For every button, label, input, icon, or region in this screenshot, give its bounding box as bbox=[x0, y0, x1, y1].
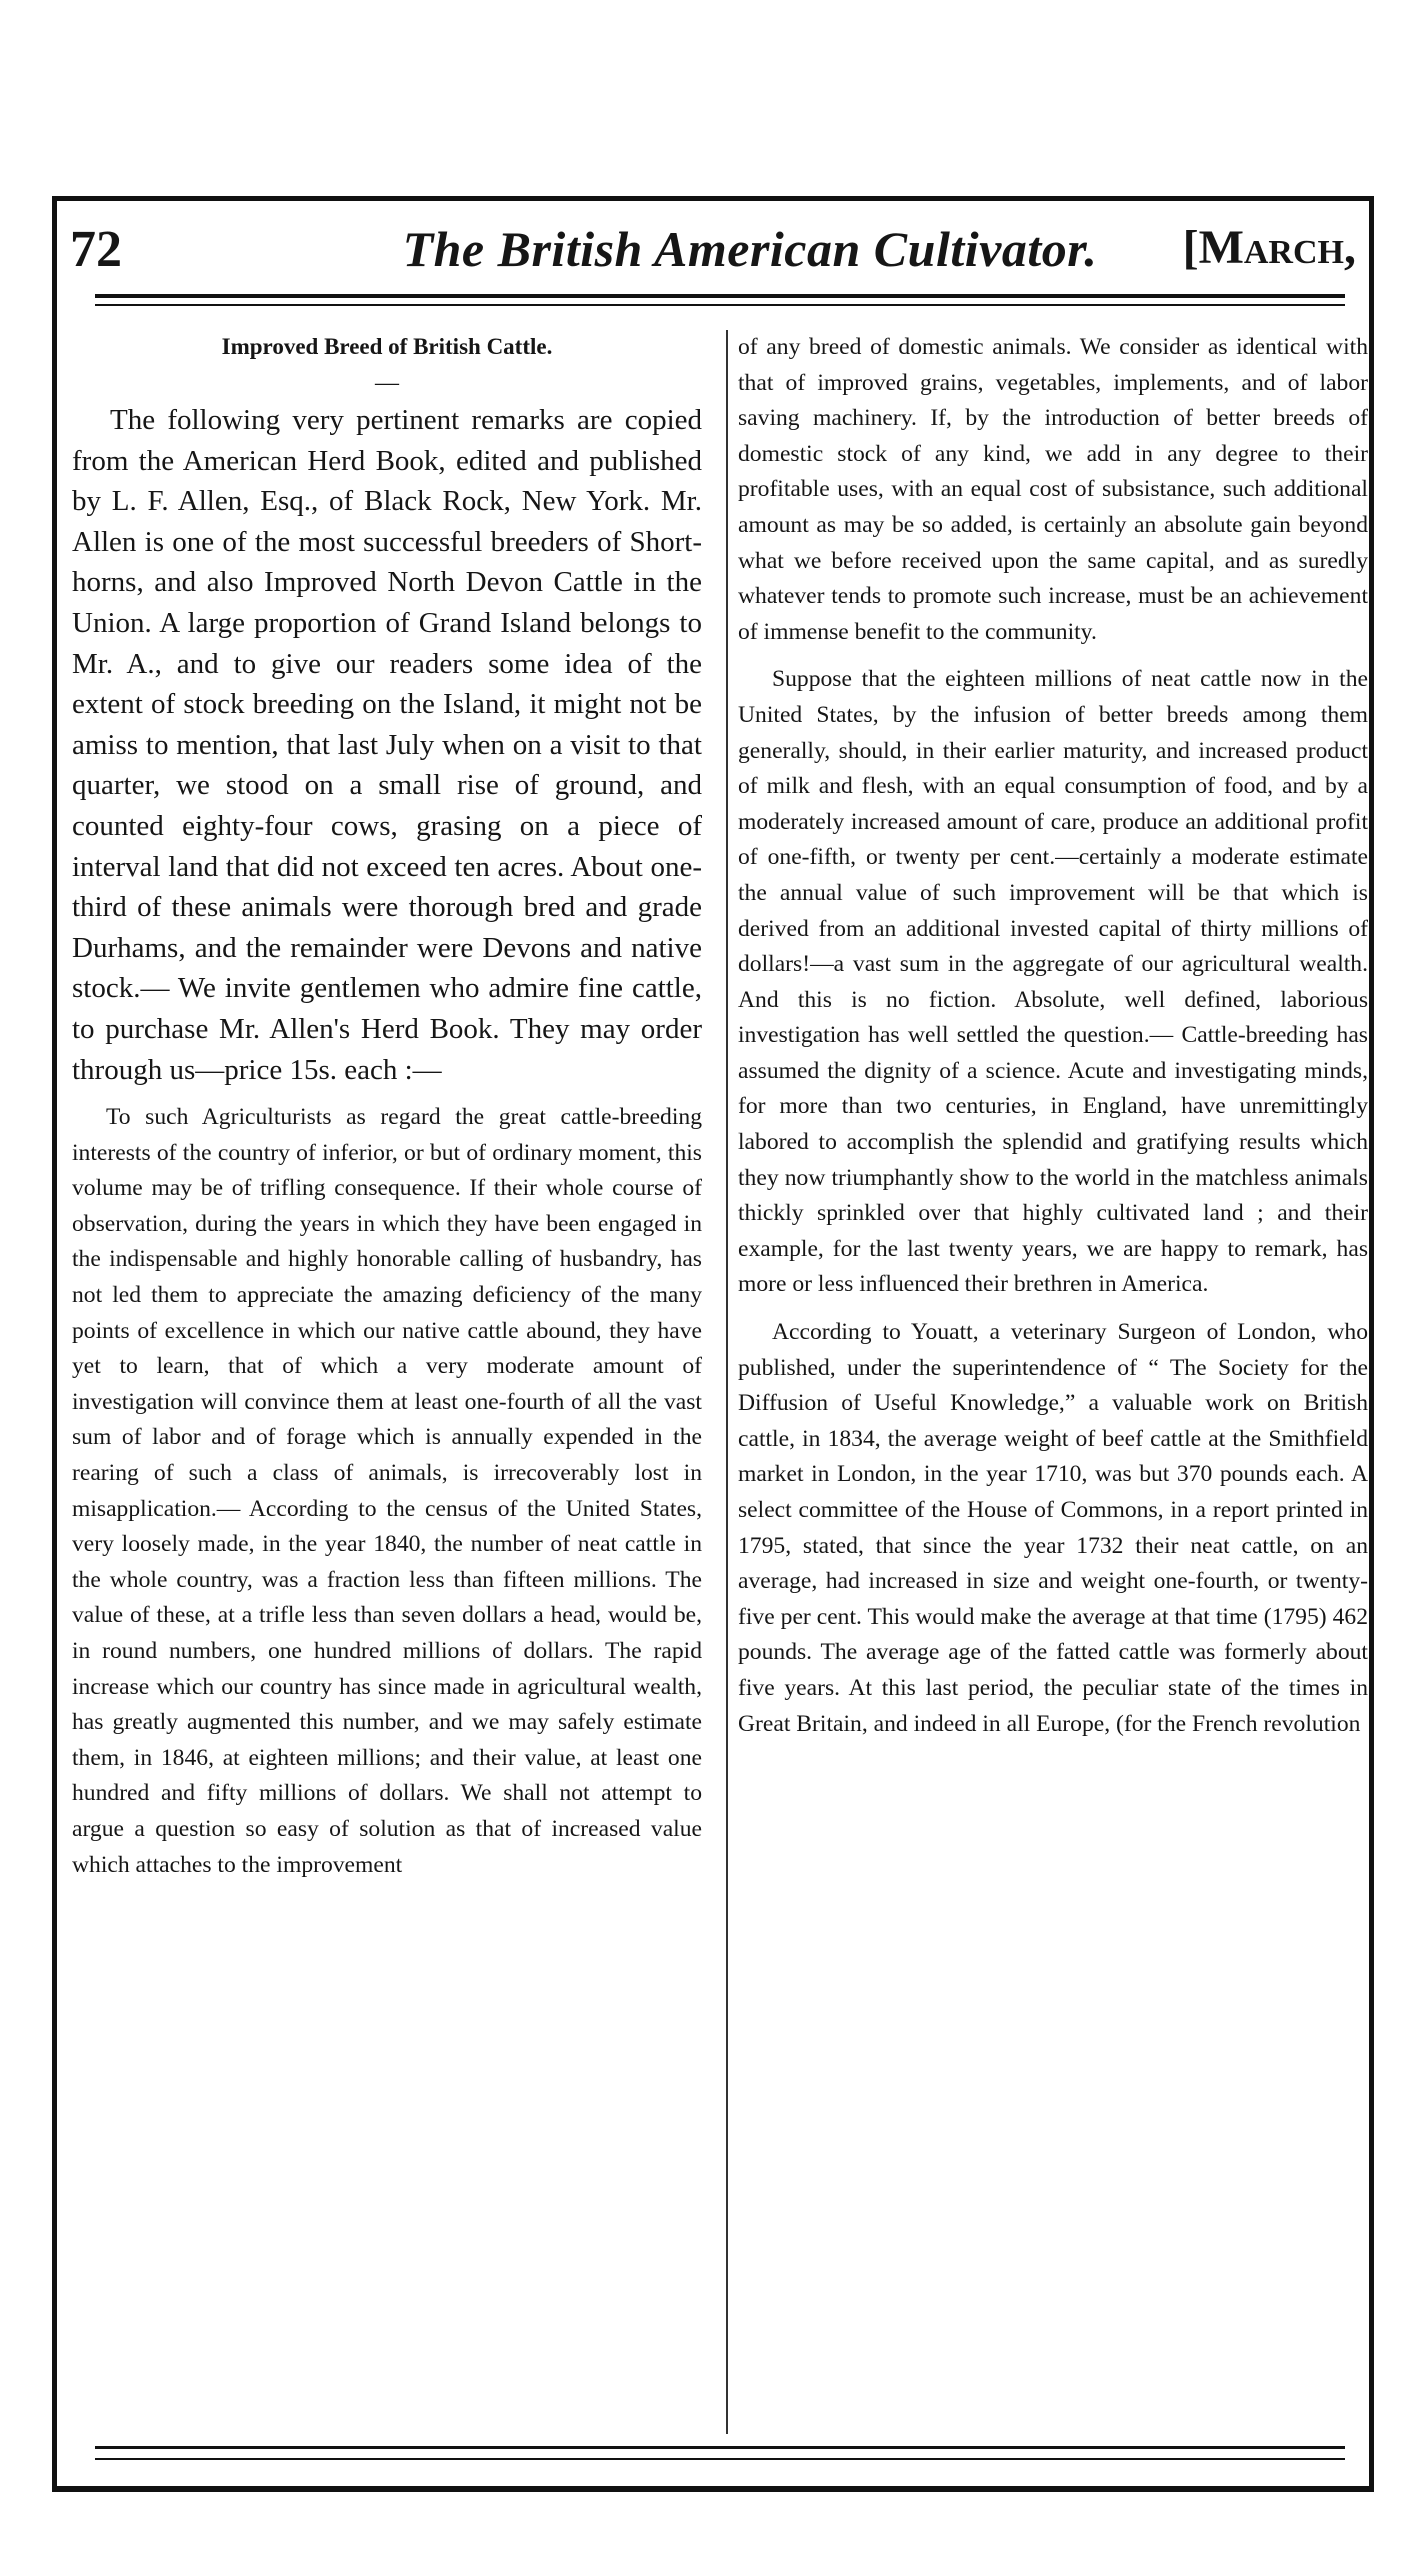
heading-dash: — bbox=[375, 370, 399, 396]
right-column bbox=[738, 330, 1368, 2440]
paragraph-2: Suppose that the eighteen millions of neat cattle now in the United States, by the infusion of better breeds among them generally, should, in their earlier maturity, and increased product of milk and flesh, with an equal consumption of food, and by a moderately increased amount of care, produce an additional profit of one-fifth, or twenty per cent.—certainly a moderate estimate the annual value of such improvement will be that which is derived from an additional invested capital of thirty millions of dollars!—a vast sum in the aggregate of our agricultural wealth. And this is no fiction. Absolute, well defined, laborious investigation has well settled the question.— Cattle-breeding has assumed the dignity of a science. Acute and investigating minds, for more than two centuries, in England, have unremittingly labored to accomplish the splendid and gratifying results which they now triumphantly show to the world in the matchless animals thickly sprinkled over that highly cultivated land ; and their example, for the last twenty years, we are happy to remark, has more or less influenced their brethren in America. bbox=[738, 666, 1368, 1298]
header-rule-thin bbox=[95, 304, 1345, 306]
footer-rule-thick bbox=[95, 2446, 1345, 2449]
page-number: 72 bbox=[70, 221, 122, 278]
lead-paragraph: The following very pertinent remarks are copied from the American Herd Book, edited and published by L. F. Allen, Esq., of Black Rock, New York. Mr. Allen is one of the most successful breeders of Short-horns, and also Improved North Devon Cattle in the Union. A large proportion of Grand Island belongs to Mr. A., and to give our readers some idea of the extent of stock breeding on the Island, it might not be amiss to mention, that last July when on a visit to that quarter, we stood on a small rise of ground, and counted eighty-four cows, grasing on a piece of interval land that did not exceed ten acres. About one-third of these animals were thorough bred and grade Durhams, and the remainder were Devons and native stock.— We invite gentlemen who admire fine cattle, to purchase Mr. Allen's Herd Book. They may order through us—price 15s. each :— bbox=[72, 404, 702, 1086]
header-rule-thick bbox=[95, 294, 1345, 298]
paragraph-3: According to Youatt, a veterinary Surgeon of London, who published, under the superintendence of “ The Society for the Diffusion of Useful Knowledge,” a valuable work on British cattle, in 1834, the average weight of beef cattle at the Smithfield market in London, in the year 1710, was but 370 pounds each. A select committee of the House of Commons, in a report printed in 1795, stated, that since the year 1732 their neat cattle, on an average, had increased in size and weight one-fourth, or twenty-five per cent. This would make the average at that time (1795) 462 pounds. The average age of the fatted cattle was formerly about five years. At this last period, the peculiar state of the times in Great Britain, and indeed in all Europe, (for the French revolution bbox=[738, 1319, 1368, 1737]
journal-title: The British American Cultivator. bbox=[402, 221, 1098, 277]
page-header bbox=[70, 214, 1356, 288]
article-heading: Improved Breed of British Cattle. bbox=[221, 334, 553, 359]
column-divider bbox=[726, 330, 728, 2434]
paragraph-1: To such Agriculturists as regard the great cattle-breeding interests of the country of inferior, or but of ordinary moment, this volume may be of trifling consequence. If their whole course of observation, during the years in which they have been engaged in the indispensable and highly honorable calling of husbandry, has not led them to appreciate the amazing deficiency of the many points of excellence in which our native cattle abound, they have yet to learn, that of which a very moderate amount of investigation will convince them at least one-fourth of all the vast sum of labor and of forage which is annually expended in the rearing of such a class of animals, is irrecoverably lost in misapplication.— According to the census of the United States, very loosely made, in the year 1840, the number of neat cattle in the whole country, was a fraction less than fifteen millions. The value of these, at a trifle less than seven dollars a head, would be, in round numbers, one hundred millions of dollars. The rapid increase which our country has since made in agricultural wealth, has greatly augmented this number, and we may safely estimate them, in 1846, at eighteen millions; and their value, at least one hundred and fifty millions of dollars. We shall not attempt to argue a question so easy of solution as that of increased value which attaches to the improvement bbox=[72, 1104, 702, 1878]
issue-month: [March, bbox=[1182, 221, 1356, 274]
paragraph-1-continued: of any breed of domestic animals. We consider as identical with that of improved grains, vegetables, implements, and of labor saving machinery. If, by the introduction of better breeds of domestic stock of any kind, we add in any degree to their profitable uses, with an equal cost of subsistance, such additional amount as may be so added, is certainly an absolute gain beyond what we before received upon the same capital, and as suredly whatever tends to promote such increase, must be an achievement of immense benefit to the community. bbox=[738, 334, 1368, 645]
footer-rule-thin bbox=[95, 2458, 1345, 2460]
left-column bbox=[72, 330, 702, 2440]
